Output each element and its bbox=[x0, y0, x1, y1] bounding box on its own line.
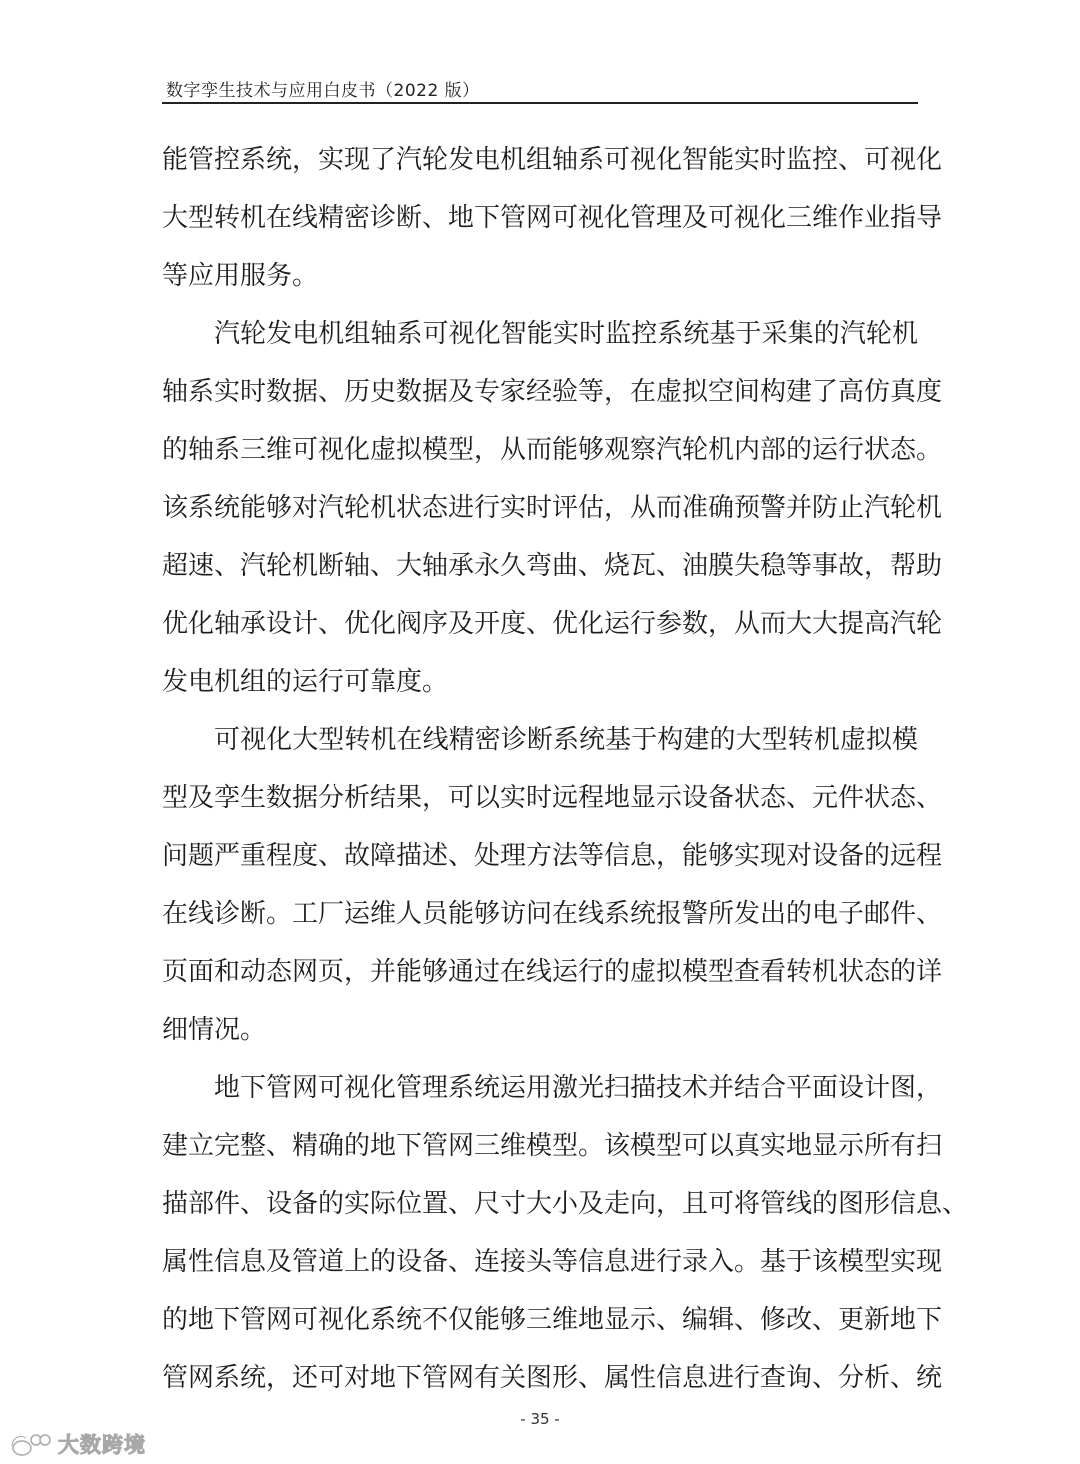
text-line: 描部件、设备的实际位置、尺寸大小及走向，且可将管线的图形信息、 bbox=[162, 1189, 969, 1219]
text-line: 能管控系统，实现了汽轮发电机组轴系可视化智能实时监控、可视化 bbox=[162, 145, 943, 175]
text-line: 管网系统，还可对地下管网有关图形、属性信息进行查询、分析、统 bbox=[162, 1363, 943, 1393]
text-line: 地下管网可视化管理系统运用激光扫描技术并结合平面设计图， bbox=[214, 1073, 943, 1103]
text-line: 该系统能够对汽轮机状态进行实时评估，从而准确预警并防止汽轮机 bbox=[162, 493, 943, 523]
text-line: 轴系实时数据、历史数据及专家经验等，在虚拟空间构建了高仿真度 bbox=[162, 377, 943, 407]
text-line: 型及孪生数据分析结果，可以实时远程地显示设备状态、元件状态、 bbox=[162, 783, 943, 813]
text-line: 的轴系三维可视化虚拟模型，从而能够观察汽轮机内部的运行状态。 bbox=[162, 435, 943, 465]
page-number: - 35 - bbox=[520, 1410, 560, 1428]
text-line: 属性信息及管道上的设备、连接头等信息进行录入。基于该模型实现 bbox=[162, 1247, 943, 1277]
weibo-style-logo-icon bbox=[8, 1430, 52, 1458]
text-line: 页面和动态网页，并能够通过在线运行的虚拟模型查看转机状态的详 bbox=[162, 957, 943, 987]
watermark bbox=[8, 1428, 146, 1460]
page-header bbox=[162, 74, 918, 104]
text-line: 超速、汽轮机断轴、大轴承永久弯曲、烧瓦、油膜失稳等事故，帮助 bbox=[162, 551, 943, 581]
text-line: 可视化大型转机在线精密诊断系统基于构建的大型转机虚拟模 bbox=[214, 725, 918, 755]
text-line: 问题严重程度、故障描述、处理方法等信息，能够实现对设备的远程 bbox=[162, 841, 943, 871]
watermark-text: 大数跨境 bbox=[58, 1433, 146, 1457]
document-body bbox=[162, 131, 969, 1407]
text-line: 的地下管网可视化系统不仅能够三维地显示、编辑、修改、更新地下 bbox=[162, 1305, 943, 1335]
text-line: 发电机组的运行可靠度。 bbox=[162, 667, 449, 697]
text-line: 优化轴承设计、优化阀序及开度、优化运行参数，从而大大提高汽轮 bbox=[162, 609, 943, 639]
text-line: 大型转机在线精密诊断、地下管网可视化管理及可视化三维作业指导 bbox=[162, 203, 943, 233]
text-line: 在线诊断。工厂运维人员能够访问在线系统报警所发出的电子邮件、 bbox=[162, 899, 943, 929]
text-line: 等应用服务。 bbox=[162, 261, 319, 291]
text-line: 细情况。 bbox=[162, 1015, 267, 1045]
text-line: 汽轮发电机组轴系可视化智能实时监控系统基于采集的汽轮机 bbox=[214, 319, 918, 349]
text-line: 建立完整、精确的地下管网三维模型。该模型可以真实地显示所有扫 bbox=[162, 1131, 943, 1161]
header-title: 数字孪生技术与应用白皮书（2022 版） bbox=[166, 81, 480, 101]
